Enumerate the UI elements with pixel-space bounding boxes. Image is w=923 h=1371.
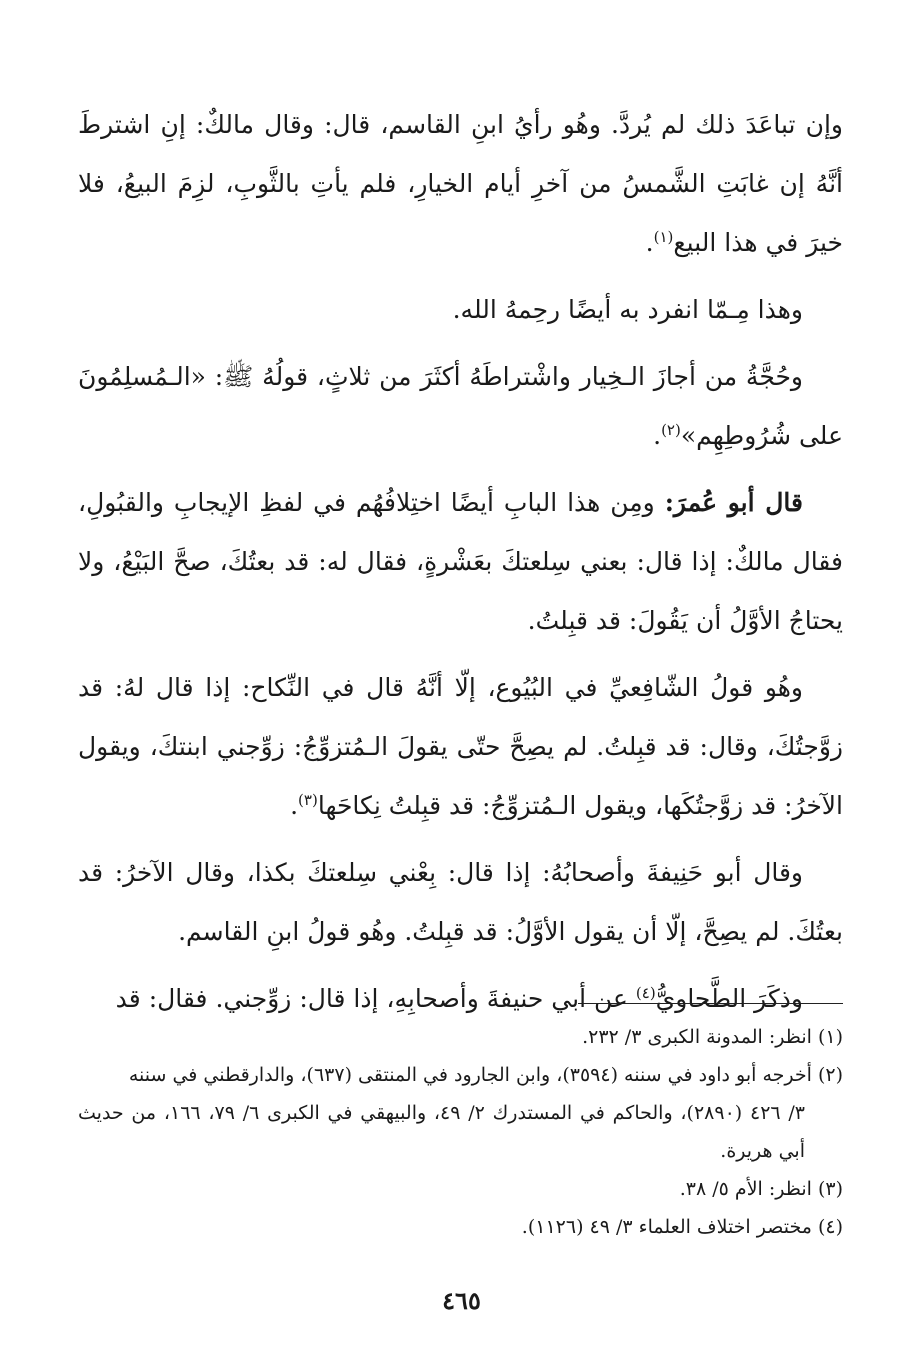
paragraph-3: وحُجَّةُ من أجازَ الـخِيار واشْتراطَهُ أكثَرَ من ثلاثٍ، قولُهُ ﷺ: «الـمُسلِمُونَ على شُرُوطِهِم»$^{(٢)}$. [78,362,843,450]
main-text [78,95,843,1036]
footnote-ref-4[interactable]: (٤) [635,984,656,1002]
footnote-ref-3[interactable]: (٣) [298,791,318,809]
footnote-ref-2[interactable]: (٢) [661,421,681,439]
paragraph-4: قال أبو عُمرَ: ومِن هذا البابِ أيضًا اختِلافُهُم في لفظِ الإيجابِ والقبُولِ، فقال مالكٌ: إذا قال: بعني سِلعتكَ بعَشْرةٍ، فقال له: قد بعتُكَ، صحَّ البَيْعُ، ولا يحتاجُ الأوَّلُ أن يَقُولَ: قد قبِلتُ. [78,488,843,635]
footnote-3: (٣) انظر: الأم ٥/ ٣٨. [679,1178,843,1200]
footnote-2: (٢) أخرجه أبو داود في سننه (٣٥٩٤)، وابن الجارود في المنتقى (٦٣٧)، والدارقطني في سننه ٣/ ٤٢٦ (٢٨٩٠)، والحاكم في المستدرك ٢/ ٤٩، والبيهقي في الكبرى ٦/ ٧٩، ١٦٦، من حديث أبي هريرة. [78,1064,843,1162]
footnote-1: (١) انظر: المدونة الكبرى ٣/ ٢٣٢. [582,1026,843,1048]
page-number: ٤٦٥ [442,1286,481,1315]
footnote-divider [578,1003,843,1004]
paragraph-1: وإن تباعَدَ ذلك لم يُردَّ. وهُو رأيُ ابنِ القاسم، قال: وقال مالكٌ: إنِ اشترطَ أنَّهُ إن غابَتِ الشَّمسُ من آخرِ أيام الخيارِ، فلم يأتِ بالثَّوبِ، لزِمَ البيعُ، فلا خيرَ في هذا البيع$^{(١)}$. [78,110,843,257]
paragraph-2: وهذا مِـمّا انفرد به أيضًا رحِمهُ الله. [452,295,803,324]
paragraph-5: وهُو قولُ الشّافِعيِّ في البُيُوع، إلّا أنَّهُ قال في النِّكاح: إذا قال لهُ: قد زوَّجتُكَ، وقال: قد قبِلتُ. لم يصِحَّ حتّى يقولَ الـمُتزوِّجُ: زوِّجني ابنتكَ، ويقول الآخرُ: قد زوَّجتُكَها، ويقول الـمُتزوِّجُ: قد قبِلتُ نِكاحَها$^{(٣)}$. [78,673,843,820]
paragraph-6: وقال أبو حَنِيفةَ وأصحابُهُ: إذا قال: بِعْني سِلعتكَ بكذا، وقال الآخرُ: قد بعتُكَ. لم يصِحَّ، إلّا أن يقول الأوَّلُ: قد قبِلتُ. وهُو قولُ ابنِ القاسم. [78,858,843,946]
paragraph-7: وذكَرَ الطَّحاويُّ$^{(٤)}$ عن أبي حنيفةَ وأصحابِهِ، إذا قال: زوِّجني. فقال: قد [115,984,803,1013]
footnotes [78,1018,843,1246]
footnote-ref-1[interactable]: (١) [653,228,674,246]
footnote-4: (٤) مختصر اختلاف العلماء ٣/ ٤٩ (١١٢٦). [521,1216,843,1238]
section-lead: قال أبو عُمرَ: [664,488,803,517]
